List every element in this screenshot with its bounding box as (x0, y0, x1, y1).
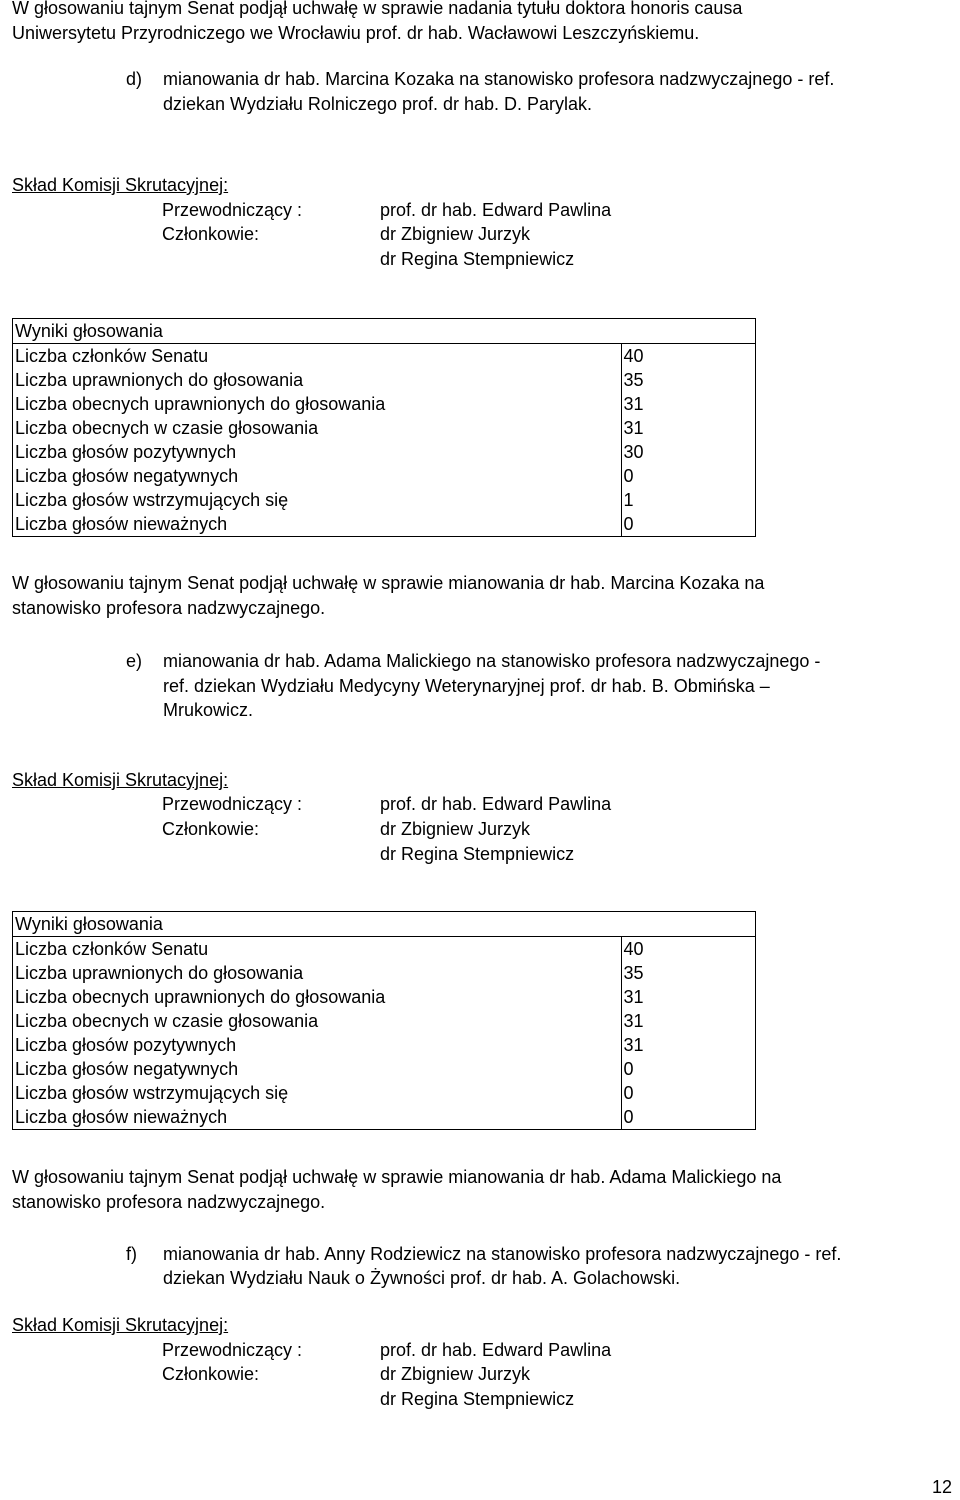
item-marker-e: e) (126, 651, 143, 671)
row-value: 35 (621, 368, 756, 392)
row-value: 30 (621, 440, 756, 464)
results-table-e (12, 911, 756, 1130)
table-row (13, 1105, 756, 1130)
item-e-line-1: mianowania dr hab. Adama Malickiego na stanowisko profesora nadzwyczajnego - (163, 651, 821, 671)
row-label: Liczba uprawnionych do głosowania (13, 961, 622, 985)
row-label: Liczba obecnych w czasie głosowania (13, 1009, 622, 1033)
row-label: Liczba obecnych uprawnionych do głosowania (13, 392, 622, 416)
intro-paragraph-line-1: W głosowaniu tajnym Senat podjął uchwałę w sprawie nadania tytułu doktora honoris causa (12, 0, 743, 18)
resolution-e-line-1: W głosowaniu tajnym Senat podjął uchwałę w sprawie mianowania dr hab. Adama Malickiego na (12, 1167, 782, 1187)
member-1: dr Zbigniew Jurzyk (380, 1364, 531, 1384)
table-row (13, 440, 756, 464)
table-row (13, 937, 756, 962)
table-row (13, 1009, 756, 1033)
row-label: Liczba obecnych uprawnionych do głosowania (13, 985, 622, 1009)
table-row (13, 1057, 756, 1081)
item-e-line-2: ref. dziekan Wydziału Medycyny Weterynaryjnej prof. dr hab. B. Obmińska – (163, 676, 770, 696)
row-label: Liczba głosów negatywnych (13, 1057, 622, 1081)
item-f-line-1: mianowania dr hab. Anny Rodziewicz na stanowisko profesora nadzwyczajnego - ref. (163, 1244, 842, 1264)
member-2: dr Regina Stempniewicz (380, 844, 575, 864)
row-value: 40 (621, 344, 756, 369)
table-row (13, 1033, 756, 1057)
chair-label: Przewodniczący : (162, 200, 303, 220)
table-row (13, 512, 756, 537)
table-row (13, 392, 756, 416)
member-1: dr Zbigniew Jurzyk (380, 224, 531, 244)
chair-name: prof. dr hab. Edward Pawlina (380, 200, 612, 220)
page-number: 12 (932, 1477, 953, 1497)
table-row (13, 368, 756, 392)
table-row (13, 344, 756, 369)
row-value: 35 (621, 961, 756, 985)
table-row (13, 961, 756, 985)
item-d-line-1: mianowania dr hab. Marcina Kozaka na stanowisko profesora nadzwyczajnego - ref. (163, 69, 835, 89)
row-value: 0 (621, 1081, 756, 1105)
item-marker-d: d) (126, 69, 143, 89)
chair-label: Przewodniczący : (162, 1340, 303, 1360)
results-title: Wyniki głosowania (13, 319, 622, 344)
row-value: 0 (621, 464, 756, 488)
row-value: 0 (621, 1057, 756, 1081)
row-value: 31 (621, 1033, 756, 1057)
members-label: Członkowie: (162, 819, 260, 839)
row-value: 31 (621, 1009, 756, 1033)
member-2: dr Regina Stempniewicz (380, 249, 575, 269)
member-2: dr Regina Stempniewicz (380, 1389, 575, 1409)
commission-title: Skład Komisji Skrutacyjnej: (12, 770, 229, 790)
row-label: Liczba głosów pozytywnych (13, 1033, 622, 1057)
results-table-d (12, 318, 756, 537)
item-e-line-3: Mrukowicz. (163, 700, 254, 720)
row-value: 0 (621, 512, 756, 537)
row-label: Liczba głosów negatywnych (13, 464, 622, 488)
chair-label: Przewodniczący : (162, 794, 303, 814)
row-value: 31 (621, 985, 756, 1009)
intro-paragraph-line-2: Uniwersytetu Przyrodniczego we Wrocławiu prof. dr hab. Wacławowi Leszczyńskiemu. (12, 23, 700, 43)
row-value: 31 (621, 392, 756, 416)
members-label: Członkowie: (162, 1364, 260, 1384)
row-label: Liczba członków Senatu (13, 937, 622, 962)
resolution-d-line-2: stanowisko profesora nadzwyczajnego. (12, 598, 326, 618)
row-value: 0 (621, 1105, 756, 1130)
row-value: 40 (621, 937, 756, 962)
table-row (13, 488, 756, 512)
row-label: Liczba głosów pozytywnych (13, 440, 622, 464)
row-label: Liczba głosów nieważnych (13, 1105, 622, 1130)
item-d-line-2: dziekan Wydziału Rolniczego prof. dr hab. D. Parylak. (163, 94, 593, 114)
item-f-line-2: dziekan Wydziału Nauk o Żywności prof. dr hab. A. Golachowski. (163, 1268, 681, 1288)
row-label: Liczba obecnych w czasie głosowania (13, 416, 622, 440)
table-row (13, 985, 756, 1009)
row-label: Liczba głosów wstrzymujących się (13, 1081, 622, 1105)
chair-name: prof. dr hab. Edward Pawlina (380, 1340, 612, 1360)
resolution-e-line-2: stanowisko profesora nadzwyczajnego. (12, 1192, 326, 1212)
results-title: Wyniki głosowania (13, 912, 622, 937)
chair-name: prof. dr hab. Edward Pawlina (380, 794, 612, 814)
row-label: Liczba członków Senatu (13, 344, 622, 369)
member-1: dr Zbigniew Jurzyk (380, 819, 531, 839)
row-value: 31 (621, 416, 756, 440)
row-value: 1 (621, 488, 756, 512)
commission-title: Skład Komisji Skrutacyjnej: (12, 1315, 229, 1335)
table-row (13, 416, 756, 440)
item-marker-f: f) (126, 1244, 137, 1264)
resolution-d-line-1: W głosowaniu tajnym Senat podjął uchwałę w sprawie mianowania dr hab. Marcina Kozaka na (12, 573, 765, 593)
table-row (13, 464, 756, 488)
row-label: Liczba głosów wstrzymujących się (13, 488, 622, 512)
commission-title: Skład Komisji Skrutacyjnej: (12, 175, 229, 195)
table-row (13, 1081, 756, 1105)
row-label: Liczba uprawnionych do głosowania (13, 368, 622, 392)
members-label: Członkowie: (162, 224, 260, 244)
row-label: Liczba głosów nieważnych (13, 512, 622, 537)
